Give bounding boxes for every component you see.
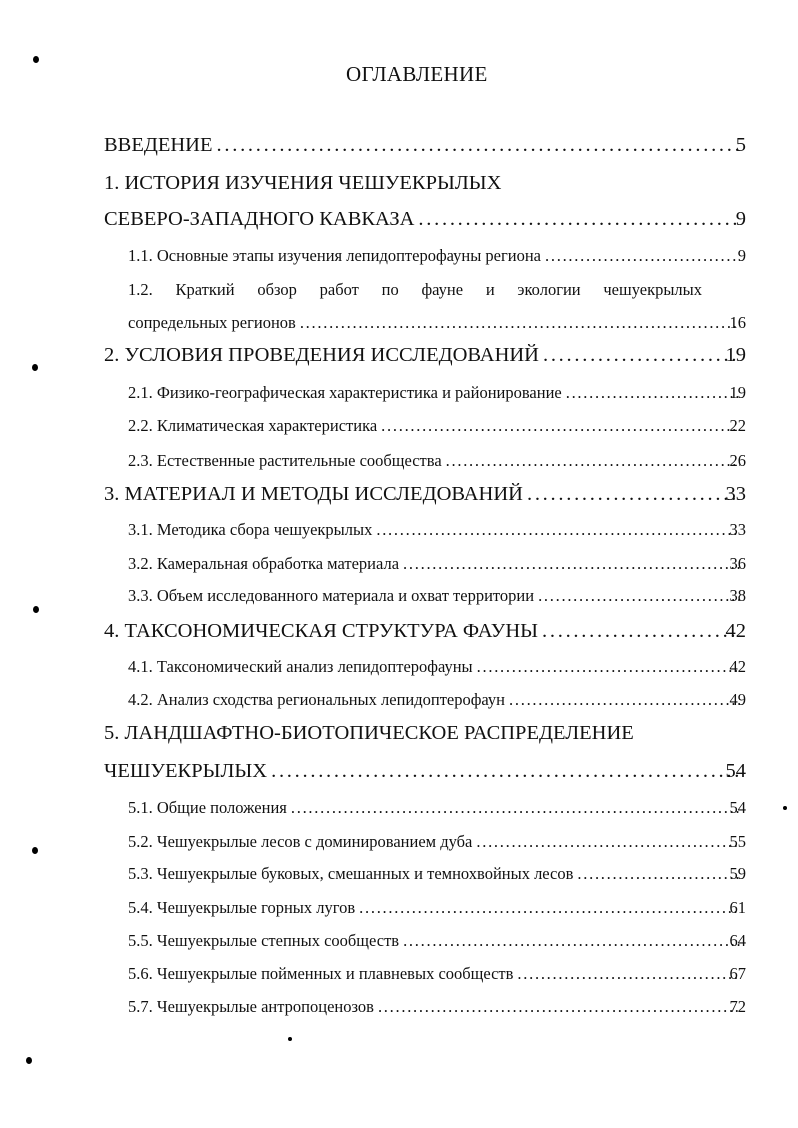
- toc-entry-page: 42: [725, 620, 746, 642]
- leader-dots: [509, 690, 740, 710]
- toc-entry-label: 1.1. Основные этапы изучения лепидоптерофауны региона: [128, 246, 542, 265]
- toc-entry-label: ВВЕДЕНИЕ: [104, 134, 213, 156]
- toc-entry-2-2[interactable]: [128, 416, 746, 436]
- leader-dots: [542, 620, 740, 643]
- toc-entry-page: 22: [729, 416, 746, 435]
- leader-dots: [476, 832, 740, 852]
- toc-entry-introduction[interactable]: [104, 134, 746, 157]
- toc-entry-label: 4.2. Анализ сходства региональных лепидоптерофаун: [128, 690, 506, 709]
- toc-entry-page: 19: [725, 344, 746, 366]
- toc-entry-label-line1: 1.2. Краткий обзор работ по фауне и экологии чешуекрылых: [128, 280, 702, 299]
- leader-dots: [403, 931, 740, 951]
- toc-entry-label: 3.3. Объем исследованного материала и охват территории: [128, 586, 535, 605]
- toc-entry-page: 26: [729, 451, 746, 470]
- toc-entry-label: 5.1. Общие положения: [128, 798, 287, 817]
- toc-entry-label: 5.6. Чешуекрылые пойменных и плавневых сообществ: [128, 964, 514, 983]
- toc-entry-5-4[interactable]: [128, 898, 746, 918]
- scan-speck: [288, 1037, 292, 1041]
- toc-entry-label: 5.5. Чешуекрылые степных сообществ: [128, 931, 400, 950]
- toc-entry-page: 54: [729, 798, 746, 817]
- leader-dots: [300, 313, 740, 333]
- toc-entry-label-line1: 1. ИСТОРИЯ ИЗУЧЕНИЯ ЧЕШУЕКРЫЛЫХ: [104, 172, 502, 194]
- toc-entry-page: 54: [725, 760, 746, 782]
- scan-speck: [26, 1057, 32, 1064]
- toc-entry-chapter-4[interactable]: [104, 620, 746, 643]
- toc-entry-label: 4. ТАКСОНОМИЧЕСКАЯ СТРУКТУРА ФАУНЫ: [104, 620, 539, 642]
- scan-speck: [33, 606, 39, 613]
- toc-entry-label: 3.2. Камеральная обработка материала: [128, 554, 400, 573]
- toc-entry-page: 5: [735, 134, 746, 156]
- toc-entry-label: 5.3. Чешуекрылые буковых, смешанных и темнохвойных лесов: [128, 864, 574, 883]
- leader-dots: [291, 798, 740, 818]
- toc-entry-page: 42: [729, 657, 746, 676]
- toc-entry-page: 49: [729, 690, 746, 709]
- scan-speck: [783, 806, 787, 810]
- toc-entry-1-2[interactable]: [128, 313, 746, 333]
- toc-entry-chapter-2[interactable]: [104, 344, 746, 367]
- toc-entry-2-1[interactable]: [128, 383, 746, 403]
- toc-entry-label: 3. МАТЕРИАЛ И МЕТОДЫ ИССЛЕДОВАНИЙ: [104, 483, 523, 505]
- toc-entry-4-1[interactable]: [128, 657, 746, 677]
- toc-entry-page: 55: [729, 832, 746, 851]
- toc-entry-label: 2.2. Климатическая характеристика: [128, 416, 378, 435]
- toc-entry-1-1[interactable]: [128, 246, 746, 266]
- leader-dots: [359, 898, 740, 918]
- leader-dots: [517, 964, 740, 984]
- toc-entry-label: 5.2. Чешуекрылые лесов с доминированием дуба: [128, 832, 473, 851]
- toc-entry-label-line1: 5. ЛАНДШАФТНО-БИОТОПИЧЕСКОЕ РАСПРЕДЕЛЕНИЕ: [104, 722, 634, 744]
- leader-dots: [543, 344, 740, 367]
- toc-entry-label: 3.1. Методика сбора чешуекрылых: [128, 520, 373, 539]
- toc-entry-chapter-1[interactable]: [104, 208, 746, 231]
- leader-dots: [376, 520, 740, 540]
- leader-dots: [378, 997, 740, 1017]
- toc-entry-label: ЧЕШУЕКРЫЛЫХ: [104, 760, 268, 782]
- leader-dots: [403, 554, 740, 574]
- toc-entry-5-6[interactable]: [128, 964, 746, 984]
- toc-entry-page: 67: [729, 964, 746, 983]
- leader-dots: [271, 760, 740, 783]
- toc-entry-3-3[interactable]: [128, 586, 746, 606]
- toc-entry-page: 19: [729, 383, 746, 402]
- toc-entry-5-2[interactable]: [128, 832, 746, 852]
- toc-entry-page: 72: [729, 997, 746, 1016]
- leader-dots: [538, 586, 740, 606]
- toc-entry-5-7[interactable]: [128, 997, 746, 1017]
- toc-entry-5-3[interactable]: [128, 864, 746, 884]
- toc-entry-page: 33: [725, 483, 746, 505]
- scan-speck: [33, 56, 39, 63]
- leader-dots: [381, 416, 740, 436]
- toc-entry-2-3[interactable]: [128, 451, 746, 471]
- toc-entry-label: 5.7. Чешуекрылые антропоценозов: [128, 997, 374, 1016]
- toc-entry-page: 33: [729, 520, 746, 539]
- toc-entry-chapter-5[interactable]: [104, 760, 746, 783]
- toc-entry-label: 2.1. Физико-географическая характеристика и районирование: [128, 383, 562, 402]
- toc-entry-page: 36: [729, 554, 746, 573]
- scan-speck: [32, 364, 38, 371]
- toc-entry-label: СЕВЕРО-ЗАПАДНОГО КАВКАЗА: [104, 208, 415, 230]
- toc-entry-3-2[interactable]: [128, 554, 746, 574]
- scan-speck: [32, 847, 38, 854]
- toc-entry-label: 4.1. Таксономический анализ лепидоптерофауны: [128, 657, 473, 676]
- toc-entry-page: 59: [729, 864, 746, 883]
- page-title: ОГЛАВЛЕНИЕ: [346, 62, 488, 86]
- toc-entry-4-2[interactable]: [128, 690, 746, 710]
- toc-entry-5-5[interactable]: [128, 931, 746, 951]
- toc-entry-label: 5.4. Чешуекрылые горных лугов: [128, 898, 356, 917]
- leader-dots: [446, 451, 740, 471]
- leader-dots: [418, 208, 740, 231]
- leader-dots: [577, 864, 740, 884]
- leader-dots: [545, 246, 740, 266]
- toc-entry-label: 2.3. Естественные растительные сообщества: [128, 451, 442, 470]
- toc-entry-page: 61: [729, 898, 746, 917]
- leader-dots: [527, 483, 740, 506]
- toc-entry-page: 16: [729, 313, 746, 332]
- toc-entry-page: 9: [735, 208, 746, 230]
- toc-entry-page: 38: [729, 586, 746, 605]
- leader-dots: [566, 383, 740, 403]
- toc-entry-chapter-3[interactable]: [104, 483, 746, 506]
- toc-entry-page: 64: [729, 931, 746, 950]
- toc-entry-page: 9: [737, 246, 746, 265]
- leader-dots: [217, 134, 740, 157]
- leader-dots: [477, 657, 740, 677]
- toc-entry-label: 2. УСЛОВИЯ ПРОВЕДЕНИЯ ИССЛЕДОВАНИЙ: [104, 344, 539, 366]
- toc-entry-3-1[interactable]: [128, 520, 746, 540]
- toc-entry-label: сопредельных регионов: [128, 313, 296, 332]
- toc-entry-5-1[interactable]: [128, 798, 746, 818]
